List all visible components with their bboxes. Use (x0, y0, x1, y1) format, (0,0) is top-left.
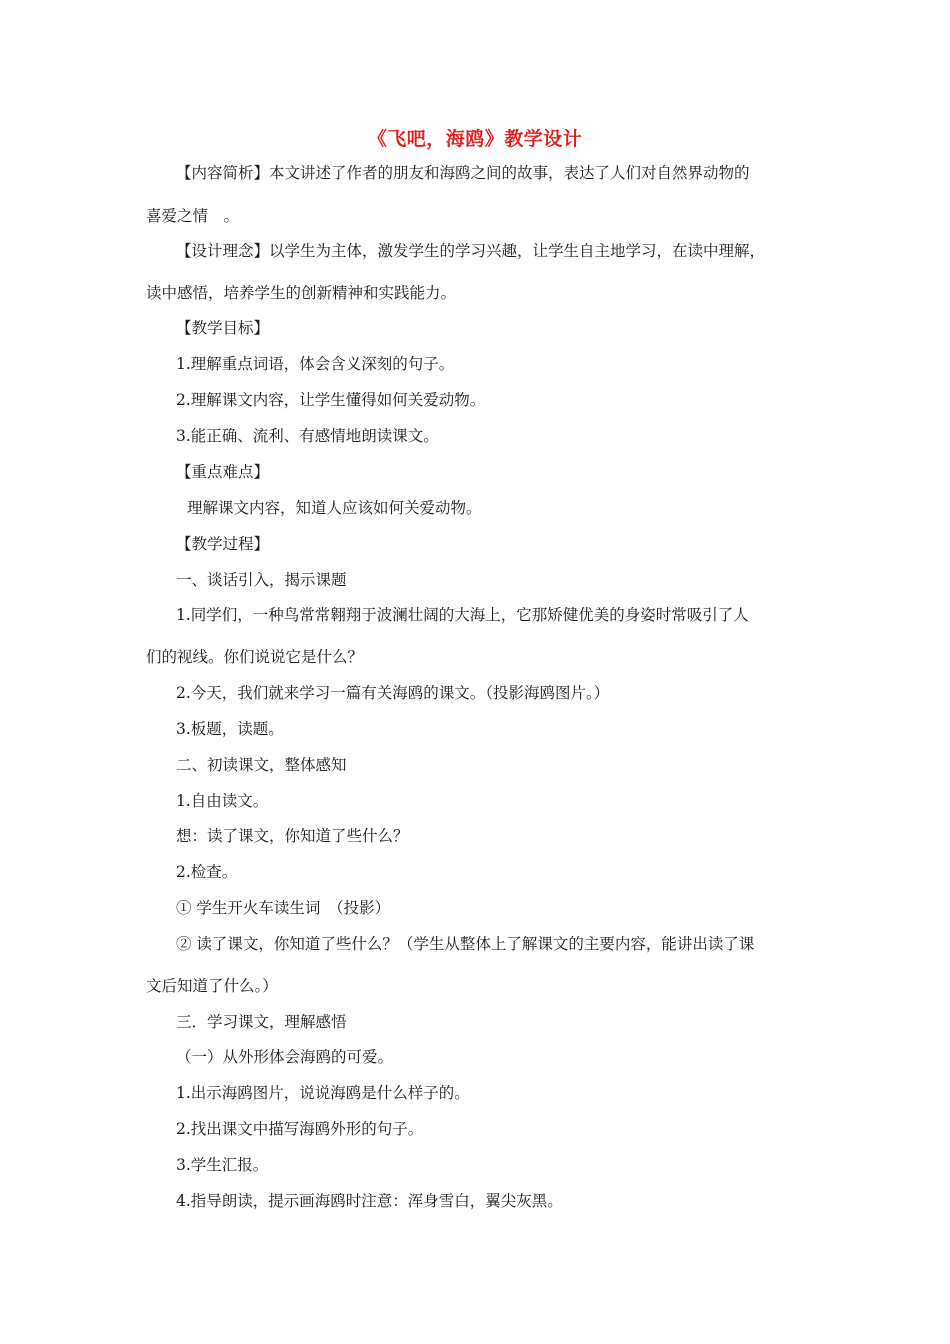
paragraph-line: 二、初读课文，整体感知 (176, 756, 347, 774)
paragraph-line: 【设计理念】以学生为主体，激发学生的学习兴趣，让学生自主地学习，在读中理解， (176, 242, 766, 260)
section-heading: 【重点难点】 (176, 463, 270, 481)
paragraph-line: 【内容简析】本文讲述了作者的朋友和海鸥之间的故事，表达了人们对自然界动物的 (176, 164, 750, 182)
section-heading: 【教学过程】 (176, 535, 270, 553)
paragraph-line: 1.出示海鸥图片，说说海鸥是什么样子的。 (176, 1084, 470, 1102)
paragraph-line: 1.理解重点词语，体会含义深刻的句子。 (176, 355, 455, 373)
paragraph-line: 1.自由读文。 (176, 792, 269, 810)
paragraph-line: （一）从外形体会海鸥的可爱。 (176, 1048, 394, 1066)
paragraph-line: 想：读了课文，你知道了些什么？ (176, 827, 409, 845)
paragraph-line: 3.板题，读题。 (176, 720, 284, 738)
paragraph-line: 3.能正确、流利、有感情地朗读课文。 (176, 427, 439, 445)
paragraph-line: 三．学习课文，理解感悟 (176, 1013, 347, 1031)
paragraph-line: 2.检查。 (176, 863, 238, 881)
paragraph-line: 一、谈话引入，揭示课题 (176, 571, 347, 589)
paragraph-line: 读中感悟，培养学生的创新精神和实践能力。 (146, 284, 457, 302)
paragraph-line: ① 学生开火车读生词 （投影） (176, 899, 391, 917)
paragraph-line: 们的视线。你们说说它是什么？ (146, 648, 364, 666)
paragraph-line: 2.今天，我们就来学习一篇有关海鸥的课文。（投影海鸥图片。） (176, 684, 610, 702)
paragraph-line: 1.同学们，一种鸟常常翱翔于波澜壮阔的大海上，它那矫健优美的身姿时常吸引了人 (176, 606, 749, 624)
paragraph-line: ② 读了课文，你知道了些什么？（学生从整体上了解课文的主要内容，能讲出读了课 (176, 935, 755, 953)
paragraph-line: 3.学生汇报。 (176, 1156, 269, 1174)
paragraph-line: 2.找出课文中描写海鸥外形的句子。 (176, 1120, 424, 1138)
paragraph-line: 4.指导朗读，提示画海鸥时注意：浑身雪白，翼尖灰黑。 (176, 1192, 563, 1210)
paragraph-line: 2.理解课文内容，让学生懂得如何关爱动物。 (176, 391, 486, 409)
paragraph-line: 理解课文内容，知道人应该如何关爱动物。 (187, 499, 482, 517)
document-title: 《飞吧，海鸥》教学设计 (367, 128, 583, 150)
paragraph-line: 喜爱之情 。 (146, 207, 240, 225)
paragraph-line: 文后知道了什么。） (146, 977, 278, 995)
section-heading: 【教学目标】 (176, 319, 270, 337)
